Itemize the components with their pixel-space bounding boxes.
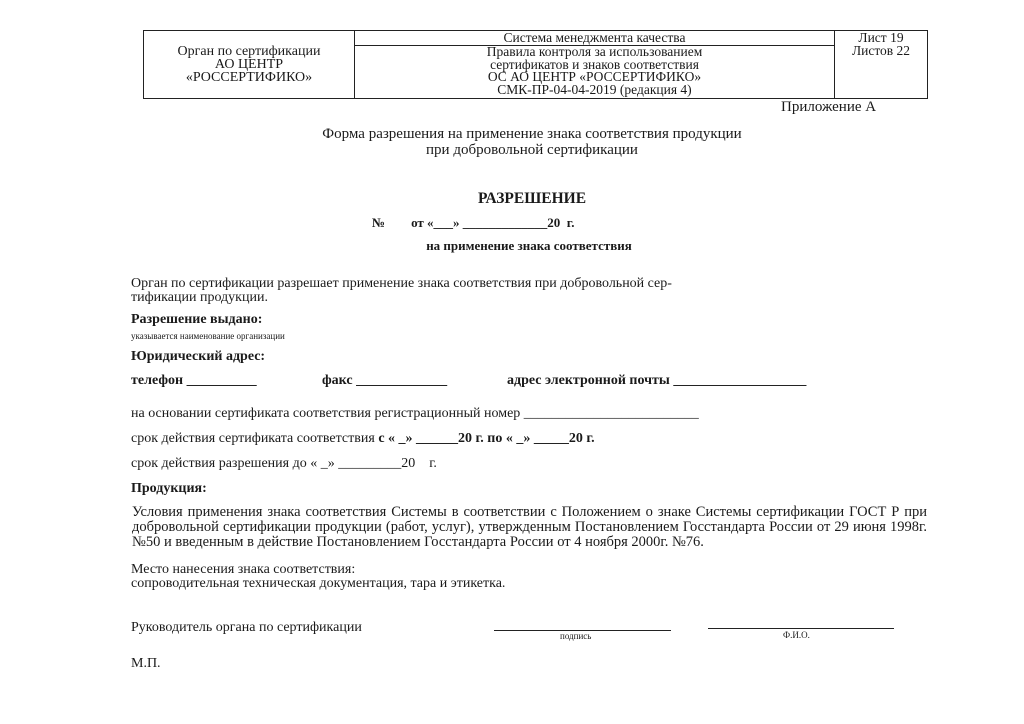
form-title-line2: при добровольной сертификации [426, 142, 638, 158]
cert-validity-prefix: срок действия сертификата соответствия [131, 431, 375, 446]
sheet-number: Лист 19 [858, 30, 904, 45]
document-header [143, 30, 928, 99]
fax-field: факс _____________ [322, 373, 448, 388]
basis-line: на основании сертификата соответствия регистрационный номер _________________________ [131, 406, 699, 421]
issued-to-label: Разрешение выдано: [131, 312, 263, 327]
form-title-line1: Форма разрешения на применение знака соответствия продукции [322, 126, 742, 142]
placement-value: сопроводительная техническая документация, тара и этикетка. [131, 576, 506, 591]
rules-cell [355, 46, 835, 99]
org-name-line3: «РОССЕРТИФИКО» [185, 70, 313, 85]
rules-line2: сертификатов и знаков соответствия [490, 56, 699, 72]
sheet-total: Листов 22 [851, 43, 911, 58]
intro-line1: Орган по сертификации разрешает применение знака соответствия при добровольной сер- [131, 276, 672, 291]
appendix-label: Приложение А [781, 99, 877, 115]
doc-title: РАЗРЕШЕНИЕ [477, 190, 587, 207]
org-name-line1: Орган по сертификации [177, 44, 321, 59]
permit-validity-line: срок действия разрешения до « _» _________20 г. [131, 456, 437, 471]
cert-validity-line [131, 431, 595, 447]
phone-field: телефон __________ [131, 373, 257, 388]
system-name: Система менеджмента качества [355, 31, 835, 46]
org-cell [144, 31, 355, 99]
products-label: Продукция: [131, 481, 207, 496]
sheet-cell [835, 31, 928, 99]
rules-line3: ОС АО ЦЕНТР «РОССЕРТИФИКО» [487, 69, 702, 84]
conditions-paragraph: Условия применения знака соответствия Системы в соответствии с Положением о знаке Системы сертификации ГОСТ Р при добровольной сертификации продукции (работ, услуг), утвержденным Постановлением Госстандарта России от 29 июня 1998г. №50 и введенным в действие Постановлением Госстандарта России от 4 ноября 2000г. №76. [132, 504, 927, 550]
rules-line1: Правила контроля за использованием [486, 44, 703, 59]
placement-label: Место нанесения знака соответствия: [131, 562, 356, 577]
legal-address-label: Юридический адрес: [131, 349, 266, 364]
head-signature-label: Руководитель органа по сертификации [131, 620, 362, 635]
name-line [708, 628, 894, 629]
email-field: адрес электронной почты ___________________ [507, 373, 807, 388]
cert-validity-dates: с « _» ______20 г. по « _» _____20 г. [378, 431, 595, 446]
signature-hint: подпись [560, 631, 592, 641]
name-hint: Ф.И.О. [783, 630, 810, 640]
org-name-line2: АО ЦЕНТР [214, 57, 284, 72]
intro-line2: тификации продукции. [131, 290, 268, 305]
stamp-label: М.П. [131, 656, 161, 671]
doc-subtitle: на применение знака соответствия [426, 238, 632, 253]
rules-line4: СМК-ПР-04-04-2019 (редакция 4) [497, 81, 692, 97]
issued-to-hint: указывается наименование организации [131, 331, 285, 341]
number-date-line: № от «___» _____________20 г. [372, 215, 575, 230]
